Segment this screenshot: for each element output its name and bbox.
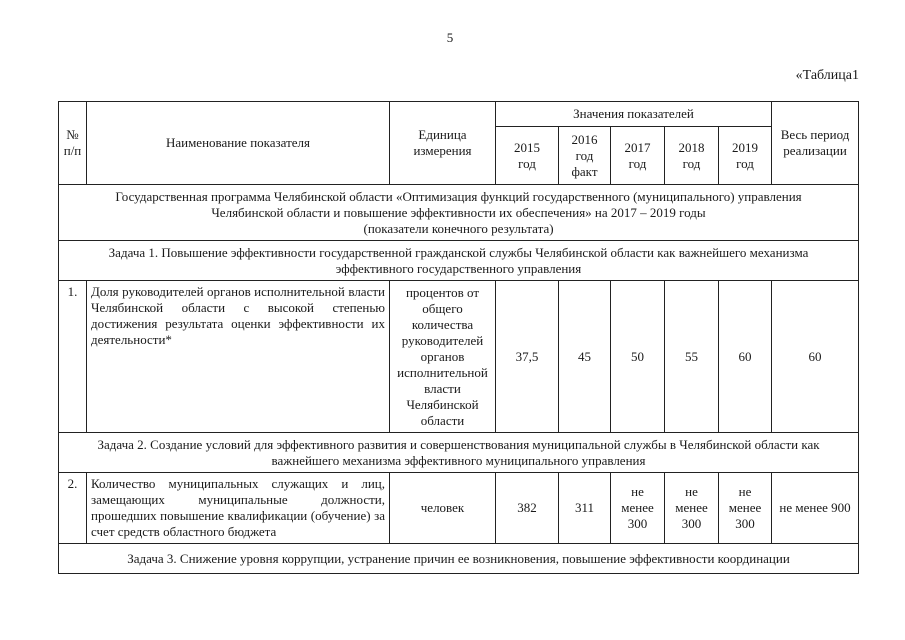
row-number: 2. (59, 473, 87, 544)
program-title: Государственная программа Челябинской области «Оптимизация функций государственного (муниципального) управления Челябинской области и повышение эффективности их обеспечения» на 2017 – 2019 годы (показатели конечного результата) (59, 185, 859, 241)
value-2015: 37,5 (496, 281, 559, 433)
header-year: 2016 год факт (559, 127, 611, 185)
header-total: Весь период реализации (772, 102, 859, 185)
header-name: Наименование показателя (87, 102, 390, 185)
header-year: 2017 год (611, 127, 665, 185)
task-2-title: Задача 2. Создание условий для эффективного развития и совершенствования муниципальной службы в Челябинской области как важнейшего механизма эффективного муниципального управления (59, 433, 859, 473)
page-number: 5 (446, 30, 454, 45)
value-total: не менее 900 (772, 473, 859, 544)
task-row (59, 544, 859, 574)
value-2017: не менее 300 (611, 473, 665, 544)
header-row (59, 102, 859, 127)
value-total: 60 (772, 281, 859, 433)
indicator-name: Количество муниципальных служащих и лиц, замещающих муниципальные должности, прошедших повышение квалификации (обучение) за счет средств областного бюджета (87, 473, 390, 544)
header-year: 2018 год (665, 127, 719, 185)
row-number: 1. (59, 281, 87, 433)
header-year: 2019 год (719, 127, 772, 185)
task-row (59, 433, 859, 473)
indicator-name: Доля руководителей органов исполнительной власти Челябинской области с высокой степенью достижения результата оценки эффективности их деятельности* (87, 281, 390, 433)
table-title: «Таблица1 (795, 68, 859, 83)
task-row (59, 241, 859, 281)
value-2015: 382 (496, 473, 559, 544)
task-3-title: Задача 3. Снижение уровня коррупции, устранение причин ее возникновения, повышение эффективности координации (59, 544, 859, 574)
value-2017: 50 (611, 281, 665, 433)
value-2016: 311 (559, 473, 611, 544)
value-2019: 60 (719, 281, 772, 433)
task-1-title: Задача 1. Повышение эффективности государственной гражданской службы Челябинской области как важнейшего механизма эффективного государственного управления (59, 241, 859, 281)
value-2018: 55 (665, 281, 719, 433)
indicators-table (58, 101, 859, 574)
table-row (59, 281, 859, 433)
indicator-unit: человек (390, 473, 496, 544)
header-year: 2015 год (496, 127, 559, 185)
table-row (59, 473, 859, 544)
header-values-group: Значения показателей (496, 102, 772, 127)
header-unit: Единица измерения (390, 102, 496, 185)
indicator-unit: процентов от общего количества руководителей органов исполнительной власти Челябинской области (390, 281, 496, 433)
program-title-row (59, 185, 859, 241)
value-2018: не менее 300 (665, 473, 719, 544)
header-num: № п/п (59, 102, 87, 185)
value-2016: 45 (559, 281, 611, 433)
value-2019: не менее 300 (719, 473, 772, 544)
